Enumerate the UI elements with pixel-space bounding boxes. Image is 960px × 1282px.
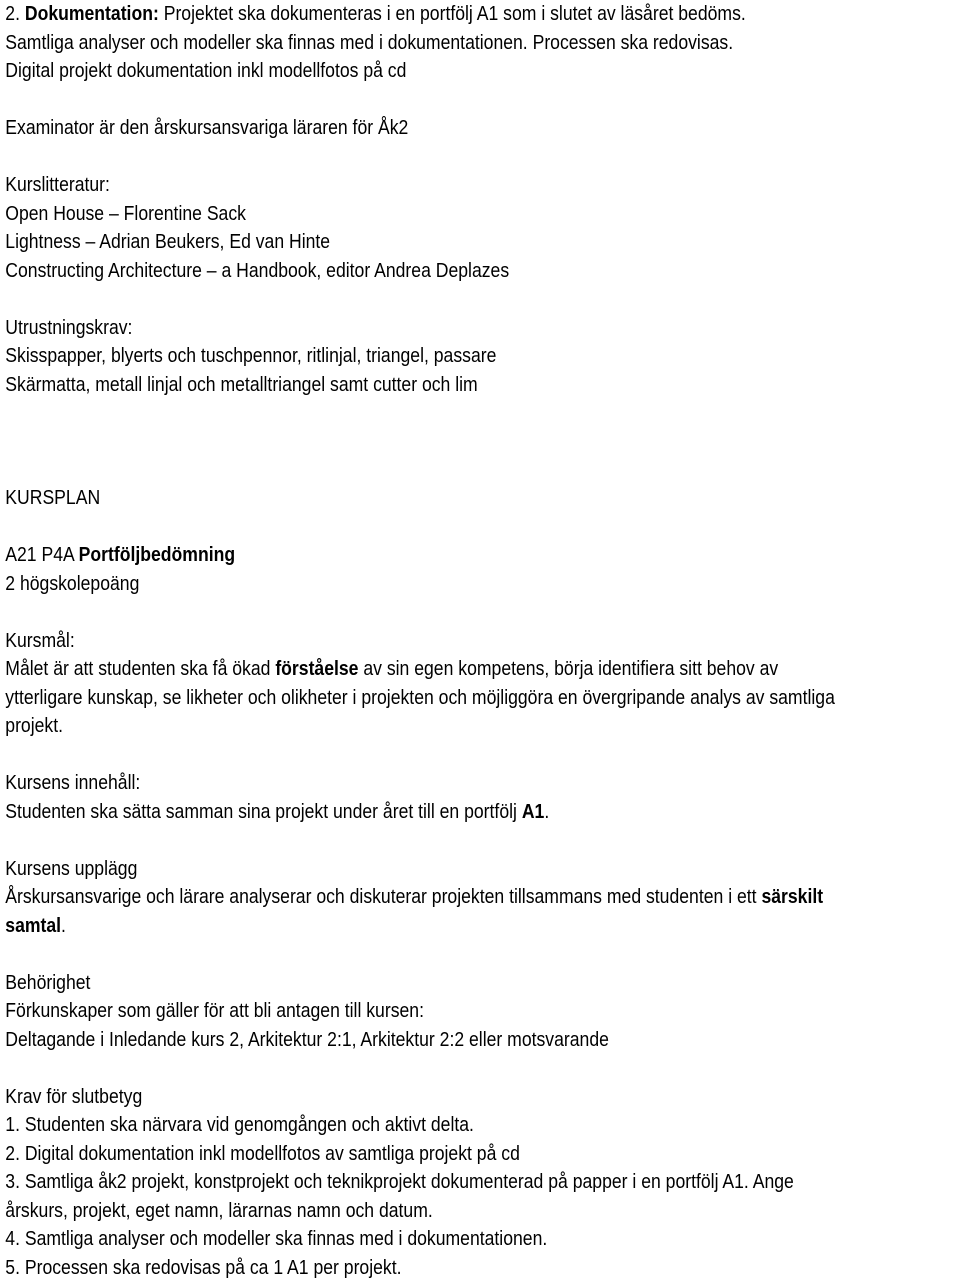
utrustning-item: Skärmatta, metall linjal och metalltriangel samt cutter och lim (5, 371, 954, 400)
utrustning-item: Skisspapper, blyerts och tuschpennor, ritlinjal, triangel, passare (5, 342, 954, 371)
krav-heading: Krav för slutbetyg (5, 1083, 954, 1112)
krav-item: 5. Processen ska redovisas på ca 1 A1 per projekt. (5, 1254, 954, 1282)
behorighet-heading: Behörighet (5, 969, 954, 998)
krav-item: 3. Samtliga åk2 projekt, konstprojekt och teknikprojekt dokumenterad på papper i en portfölj A1. Ange (5, 1168, 954, 1197)
krav-item: årskurs, projekt, eget namn, lärarnas namn och datum. (5, 1197, 954, 1226)
kursmal-line-1 (5, 655, 954, 684)
krav-item: 4. Samtliga analyser och modeller ska finnas med i dokumentationen. (5, 1225, 954, 1254)
upplagg-heading: Kursens upplägg (5, 855, 954, 884)
upplagg-bold: samtal (5, 915, 61, 937)
kursmal-line-3: projekt. (5, 712, 954, 741)
section-number: 2. (5, 3, 20, 25)
course-code: A21 P4A (5, 544, 74, 566)
upplagg-text: Årskursansvarige och lärare analyserar och diskuterar projekten tillsammans med studenten i ett (5, 886, 761, 908)
section-text: Projektet ska dokumenteras i en portfölj A1 som i slutet av läsåret bedöms. (164, 3, 746, 25)
krav-item: 2. Digital dokumentation inkl modellfotos av samtliga projekt på cd (5, 1140, 954, 1169)
kursmal-heading: Kursmål: (5, 627, 954, 656)
section-heading: Dokumentation: (25, 3, 159, 25)
kursplan-heading: KURSPLAN (5, 484, 954, 513)
innehall-text-a: Studenten ska sätta samman sina projekt under året till en portfölj (5, 801, 522, 823)
kurslitteratur-item: Constructing Architecture – a Handbook, editor Andrea Deplazes (5, 257, 954, 286)
utrustning-heading: Utrustningskrav: (5, 314, 954, 343)
kursmal-text: Målet är att studenten ska få ökad (5, 658, 275, 680)
upplagg-bold: särskilt (761, 886, 823, 908)
examinator-text: Examinator är den årskursansvariga läraren för Åk2 (5, 114, 954, 143)
kurslitteratur-item: Open House – Florentine Sack (5, 200, 954, 229)
upplagg-line-2 (5, 912, 954, 941)
kurslitteratur-item: Lightness – Adrian Beukers, Ed van Hinte (5, 228, 954, 257)
innehall-bold: A1 (522, 801, 545, 823)
innehall-text (5, 798, 954, 827)
kurslitteratur-heading: Kurslitteratur: (5, 171, 954, 200)
innehall-text-b: . (544, 801, 549, 823)
dokumentation-line-1 (5, 0, 954, 29)
kursmal-line-2: ytterligare kunskap, se likheter och olikheter i projekten och möjliggöra en övergripande analys av samtliga (5, 684, 954, 713)
dokumentation-line-3: Digital projekt dokumentation inkl modellfotos på cd (5, 57, 954, 86)
course-title: Portföljbedömning (79, 544, 235, 566)
kursmal-bold: förståelse (275, 658, 358, 680)
kursmal-text: av sin egen kompetens, börja identifiera sitt behov av (358, 658, 778, 680)
upplagg-text: . (61, 915, 66, 937)
innehall-heading: Kursens innehåll: (5, 769, 954, 798)
behorighet-line-2: Deltagande i Inledande kurs 2, Arkitektur 2:1, Arkitektur 2:2 eller motsvarande (5, 1026, 954, 1055)
krav-item: 1. Studenten ska närvara vid genomgången och aktivt delta. (5, 1111, 954, 1140)
course-points: 2 högskolepoäng (5, 570, 954, 599)
dokumentation-line-2: Samtliga analyser och modeller ska finnas med i dokumentationen. Processen ska redovisas. (5, 29, 954, 58)
kursplan-title-line (5, 541, 954, 570)
behorighet-line-1: Förkunskaper som gäller för att bli antagen till kursen: (5, 997, 954, 1026)
upplagg-line-1 (5, 883, 954, 912)
